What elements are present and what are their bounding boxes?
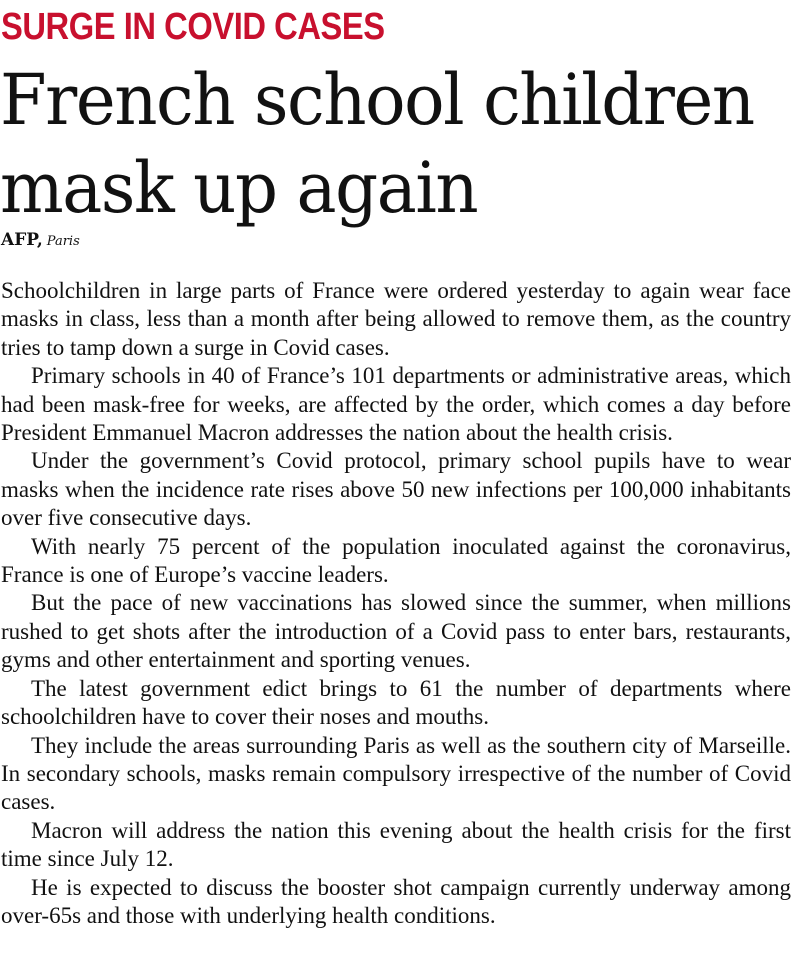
byline-agency: AFP,: [1, 230, 43, 250]
paragraph-5: But the pace of new vaccinations has slowed since the summer, when millions rushed to get shots after the introduction of a Covid pass to enter bars, restaurants, gyms and other entertainment and sporting venues.: [1, 590, 791, 673]
paragraph-9: He is expected to discuss the booster shot campaign currently underway among over-65s and those with underlying health conditions.: [1, 874, 791, 928]
paragraph-4: With nearly 75 percent of the population inoculated against the coronavirus, France is one of Europe’s vaccine leaders.: [1, 533, 791, 588]
paragraph-6: The latest government edict brings to 61 the number of departments where schoolchildren have to cover their noses and mouths.: [1, 675, 791, 730]
paragraph-7: They include the areas surrounding Paris as well as the southern city of Marseille. In secondary schools, masks remain compulsory irrespective of the number of Covid cases.: [1, 732, 791, 815]
article-headline: [0, 56, 792, 232]
headline-line-1: French school children: [0, 59, 754, 141]
byline: [1, 228, 80, 254]
byline-dateline: Paris: [46, 234, 80, 249]
paragraph-1: Schoolchildren in large parts of France were ordered yesterday to again wear face masks in class, less than a month after being allowed to remove them, as the country tries to tamp down a surge in Covid cases.: [1, 278, 791, 360]
headline-line-2: mask up again: [0, 147, 478, 229]
article-body: [1, 277, 791, 930]
article-kicker: SURGE IN COVID CASES: [1, 6, 385, 48]
paragraph-3: Under the government’s Covid protocol, primary school pupils have to wear masks when the incidence rate rises above 50 new infections per 100,000 inhabitants over five consecutive days.: [1, 448, 791, 531]
paragraph-8: Macron will address the nation this evening about the health crisis for the first time since July 12.: [1, 817, 791, 872]
paragraph-2: Primary schools in 40 of France’s 101 departments or administrative areas, which had been mask-free for weeks, are affected by the order, which comes a day before President Emmanuel Macron addresses the nation about the health crisis.: [1, 363, 791, 446]
